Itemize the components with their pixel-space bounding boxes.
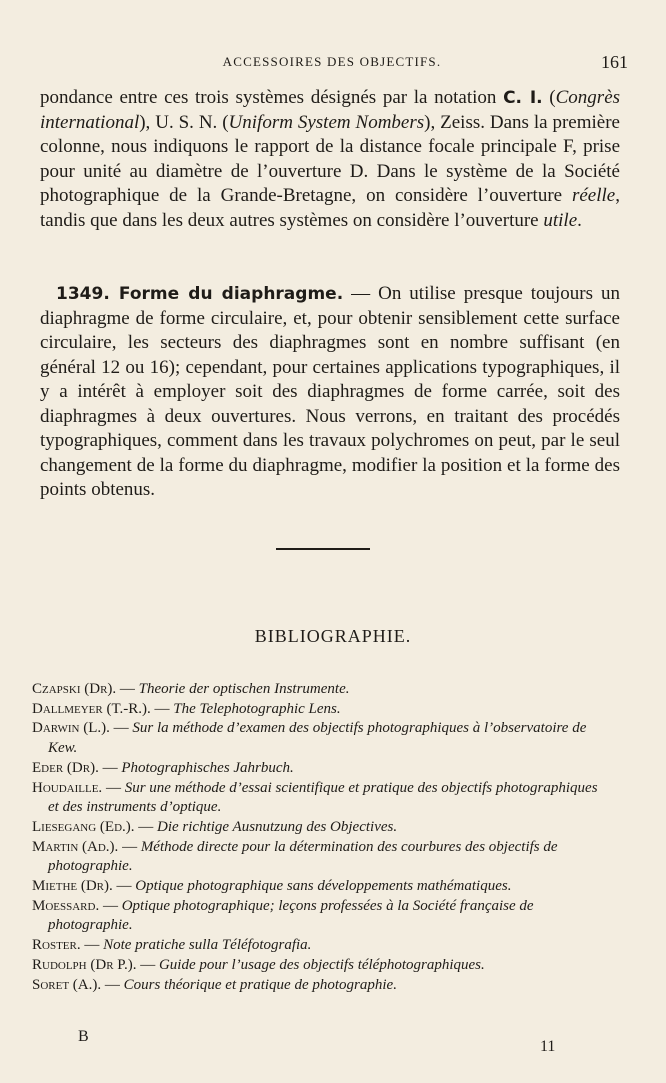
bib-author: Eder (Dr). xyxy=(32,759,99,776)
text-run: , tandis que dans les deux autres systèmes on considère l’ouverture xyxy=(40,185,620,231)
bibliography-entry xyxy=(32,936,612,956)
bib-sep: — xyxy=(118,838,141,855)
bib-sep: — xyxy=(134,818,158,835)
bib-author: Houdaille. xyxy=(32,779,103,796)
emphasis: utile xyxy=(543,209,578,231)
bib-title: The Telephotographic Lens. xyxy=(173,700,341,717)
bib-author: Liesegang (Ed.). xyxy=(32,818,135,835)
bib-title: Photographisches Jahrbuch. xyxy=(121,759,294,776)
emphasis: Congrès international xyxy=(40,87,621,133)
bib-title: Sur une méthode d’essai scientifique et pratique des objectifs photographiques et des instruments d’optique. xyxy=(48,779,598,816)
bib-author: Czapski (Dr). xyxy=(32,681,117,697)
paragraph-aperture-systems xyxy=(40,86,620,233)
bib-title: Méthode directe pour la détermination des courbures des objectifs de photographie. xyxy=(48,838,558,875)
bibliography-entry xyxy=(32,976,612,996)
text-run: pondance entre ces trois systèmes désignés par la notation xyxy=(40,87,504,108)
bibliography-entry xyxy=(32,719,612,758)
text-run: ), U. S. N. ( xyxy=(139,111,229,133)
section-heading: 1349. Forme du diaphragme. xyxy=(56,284,344,304)
emphasis: réelle xyxy=(571,185,616,206)
bib-author: Darwin (L.). xyxy=(32,720,110,737)
bib-author: Miethe (Dr). xyxy=(32,878,113,895)
bib-title: Note pratiche sulla Téléfotografia. xyxy=(103,937,312,954)
bib-author: Soret (A.). xyxy=(32,976,102,993)
bib-author: Roster. xyxy=(32,937,81,954)
bib-title: Guide pour l’usage des objectifs téléphotographiques. xyxy=(158,956,485,973)
bibliography-entry xyxy=(32,759,612,779)
bibliography-title: BIBLIOGRAPHIE. xyxy=(254,626,412,646)
bib-sep: — xyxy=(99,897,122,914)
bib-title: Optique photographique; leçons professées à la Société française de photographie. xyxy=(48,897,534,934)
section-text: — On utilise presque toujours un diaphragme de forme circulaire, et, pour obtenir sensiblement cette surface circulaire, les secteurs des diaphragmes sont en nombre suffisant (en général 12 ou 16); cependant, pour certaines applications typographiques, il y a intérêt à employer soit des diaphragmes de forme carrée, soit des diaphragmes à deux ouvertures. Nous verrons, en traitant des procédés typographiques, comment dans les travaux polychromes on peut, par le seul changement de la forme du diaphragme, modifier la position et la forme des points obtenus. xyxy=(40,283,620,500)
bib-sep: — xyxy=(136,956,159,973)
bib-sep: — xyxy=(98,759,122,776)
bibliography-list xyxy=(32,680,612,995)
bib-sep: — xyxy=(80,937,104,954)
bib-sep: — xyxy=(101,976,124,993)
bib-title: Optique photographique sans développements mathématiques. xyxy=(135,878,512,895)
bibliography-entry xyxy=(32,779,612,818)
bibliography-entry xyxy=(32,838,612,877)
bibliography-entry xyxy=(32,700,612,720)
bib-sep: — xyxy=(112,878,136,895)
page-header xyxy=(36,52,628,76)
bib-sep: — xyxy=(116,681,139,697)
page-number: 161 xyxy=(601,52,628,72)
bibliography-entry xyxy=(32,897,612,936)
bibliography-entry xyxy=(32,818,612,838)
bib-title: Cours théorique et pratique de photographie. xyxy=(123,976,397,993)
text-run: . xyxy=(577,209,582,231)
emphasis: Uniform System Nombers xyxy=(228,111,425,133)
bib-author: Moessard. xyxy=(32,897,100,914)
sheet-number: 11 xyxy=(540,1038,556,1055)
bib-sep: — xyxy=(102,779,125,796)
bib-sep: — xyxy=(109,720,133,737)
bibliography-entry xyxy=(32,877,612,897)
bib-sep: — xyxy=(150,700,174,717)
bib-title: Die richtige Ausnutzung des Objectives. xyxy=(157,818,398,835)
text-run: ( xyxy=(542,87,556,108)
paragraph-diaphragm-shape xyxy=(40,282,620,503)
bib-author: Martin (Ad.). xyxy=(32,838,119,855)
text-run: ), Zeiss. Dans la première colonne, nous indiquons le rapport de la distance focale principale F, prise pour unité au diamètre de l’ouverture D. Dans le système de la Société photographique de la Grande-Bretagne, on considère l’ouverture xyxy=(40,111,620,206)
bib-author: Dallmeyer (T.-R.). xyxy=(32,700,151,717)
bib-title: Theorie der optischen Instrumente. xyxy=(138,681,350,697)
notation-ci: C. I. xyxy=(503,88,543,108)
bibliography-entry xyxy=(32,680,612,700)
bibliography-entry xyxy=(32,956,612,976)
bib-author: Rudolph (Dr P.). xyxy=(32,956,137,973)
section-divider xyxy=(276,548,370,550)
signature-mark: B xyxy=(78,1028,89,1045)
bib-title: Sur la méthode d’examen des objectifs photographiques à l’observatoire de Kew. xyxy=(48,720,587,757)
running-title: ACCESSOIRES DES OBJECTIFS. xyxy=(222,54,442,69)
